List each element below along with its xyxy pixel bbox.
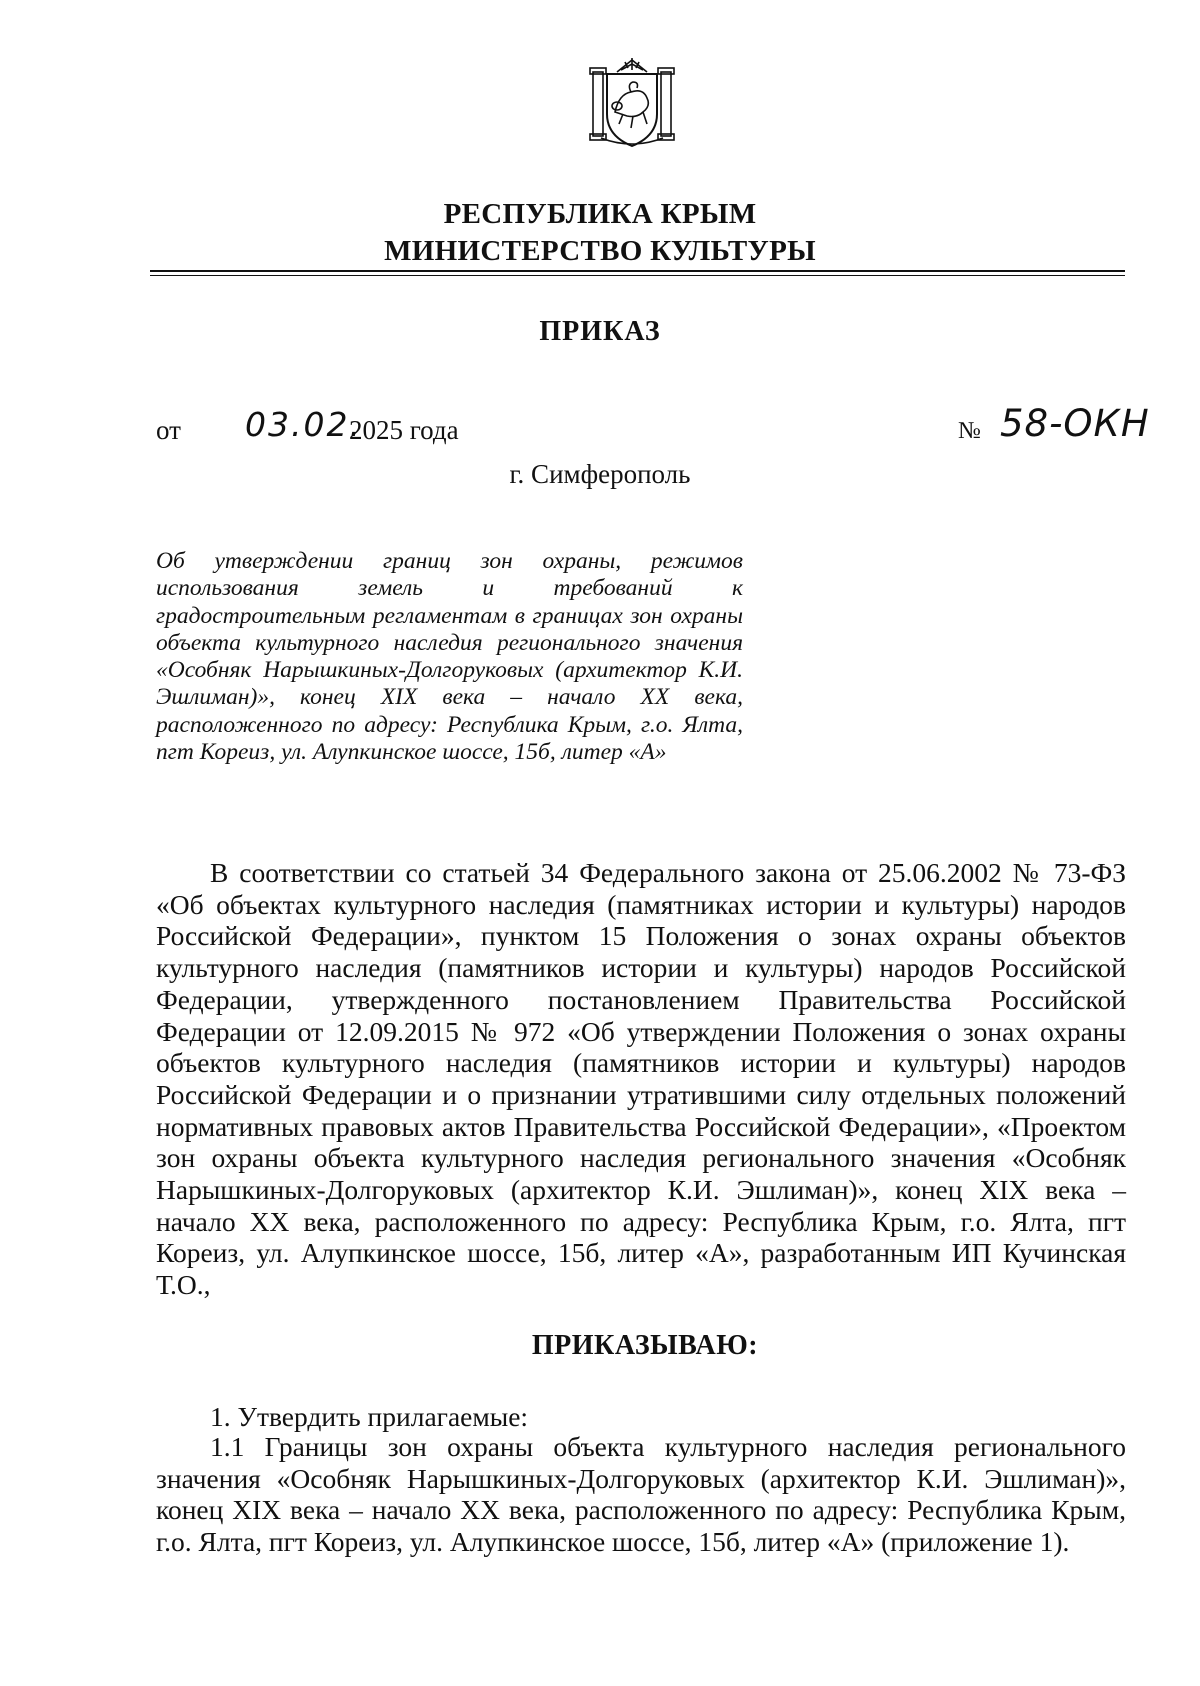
city: г. Симферополь [509, 459, 691, 489]
handwritten-date: 03.02. [245, 405, 362, 444]
header-divider-thin [150, 275, 1125, 276]
republic-name: РЕСПУБЛИКА КРЫМ [443, 198, 757, 230]
ministry-name: МИНИСТЕРСТВО КУЛЬТУРЫ [384, 235, 816, 267]
date-prefix: от [156, 415, 181, 445]
order-heading: ПРИКАЗЫВАЮ: [531, 1330, 759, 1361]
document-type: ПРИКАЗ [539, 316, 661, 347]
order-subject: Об утверждении границ зон охраны, режимов использования земель и требований к градостроительным регламентам в границах зон охраны объекта культурного наследия регионального значения «Особняк Нарышкиных-Долгоруковых (архитектор К.И. Эшлиман)», конец XIX века – начало XX века, расположенного по адресу: Республика Крым, г.о. Ялта, пгт Кореиз, ул. Алупкинское шоссе, 15б, литер «А» [156, 548, 743, 766]
item-1: 1. Утвердить прилагаемые: [210, 1401, 529, 1432]
handwritten-number: 58-ОКН [1000, 402, 1150, 445]
date-year: 2025 года [349, 415, 459, 445]
header-divider [150, 270, 1125, 272]
number-prefix: № [958, 418, 981, 444]
item-1-1: 1.1 Границы зон охраны объекта культурного наследия регионального значения «Особняк Нарышкиных-Долгоруковых (архитектор К.И. Эшлиман)», конец XIX века – начало XX века, расположенного по адресу: Республика Крым, г.о. Ялта, пгт Кореиз, ул. Алупкинское шоссе, 15б, литер «А» (приложение 1). [156, 1431, 1126, 1558]
preamble-paragraph: В соответствии со статьей 34 Федерального закона от 25.06.2002 № 73-ФЗ «Об объектах культурного наследия (памятниках истории и культуры) народов Российской Федерации», пунктом 15 Положения о зонах охраны объектов культурного наследия (памятников истории и культуры) народов Российской Федерации, утвержденного постановлением Правительства Российской Федерации от 12.09.2015 № 972 «Об утверждении Положения о зонах охраны объектов культурного наследия (памятников истории и культуры) народов Российской Федерации и о признании утратившими силу отдельных положений нормативных правовых актов Правительства Российской Федерации», «Проектом зон охраны объекта культурного наследия регионального значения «Особняк Нарышкиных-Долгоруковых (архитектор К.И. Эшлиман)», конец XIX века – начало XX века, расположенного по адресу: Республика Крым, г.о. Ялта, пгт Кореиз, ул. Алупкинское шоссе, 15б, литер «А», разработанным ИП Кучинская Т.О., [156, 857, 1126, 1301]
crimea-coat-of-arms-icon [587, 54, 677, 152]
